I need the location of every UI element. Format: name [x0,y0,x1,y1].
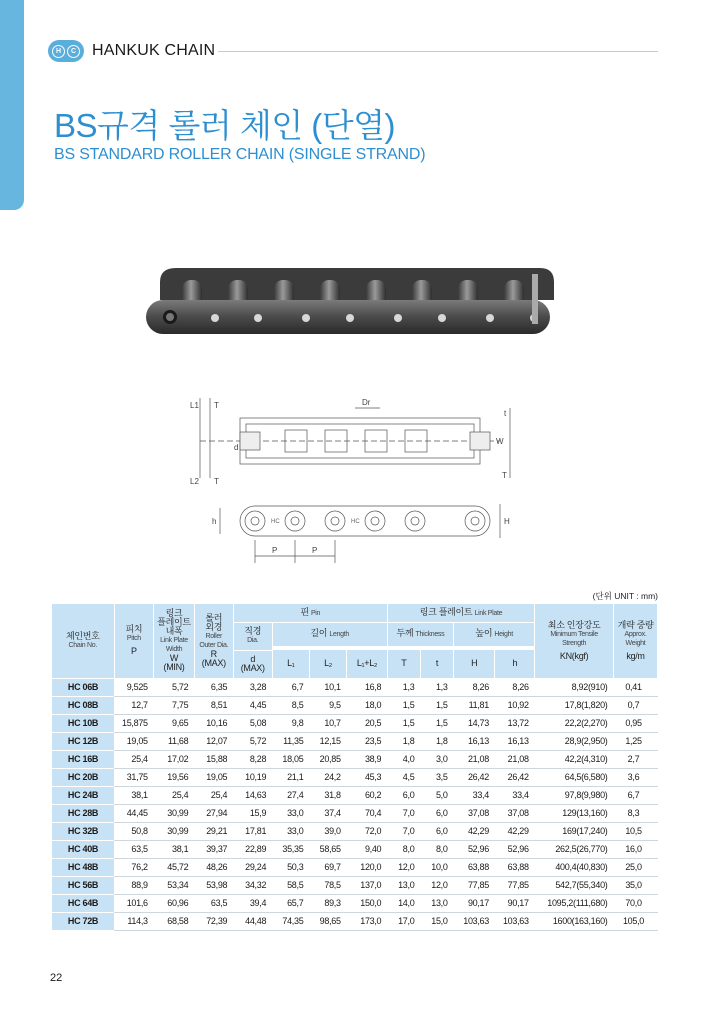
table-cell: 16,8 [347,678,388,696]
group-length: 길이 Length [272,622,387,646]
table-cell: 39,0 [309,822,346,840]
table-cell: 31,75 [114,768,154,786]
table-cell: 4,0 [387,750,420,768]
table-cell: 14,63 [233,786,272,804]
table-cell: 120,0 [347,858,388,876]
table-cell: 24,2 [309,768,346,786]
table-cell: 6,35 [194,678,233,696]
col-t: t [420,650,453,678]
table-cell: 69,7 [309,858,346,876]
table-cell: 64,5(6,580) [535,768,614,786]
table-row [52,876,658,894]
table-cell: 31,8 [309,786,346,804]
plate-mark-1: HC [271,519,280,525]
table-cell: 14,73 [454,714,495,732]
chain-no-cell: HC 56B [52,876,114,894]
end-pin [532,274,538,324]
table-cell: 1,3 [387,678,420,696]
table-cell: 1,5 [420,714,453,732]
table-row [52,858,658,876]
table-cell: 8,0 [387,840,420,858]
table-cell: 10,1 [309,678,346,696]
table-cell: 78,5 [309,876,346,894]
table-cell: 150,0 [347,894,388,912]
table-cell: 70,4 [347,804,388,822]
table-cell: 26,42 [495,768,535,786]
table-cell: 10,19 [233,768,272,786]
table-cell: 6,7 [613,786,657,804]
table-cell: 12,0 [387,858,420,876]
col-roller: 롤러 외경 Roller Outer Dia. R (MAX) [194,604,233,678]
group-pin: 핀 Pin [233,604,387,622]
col-l1l2: L₁+L₂ [347,650,388,678]
table-cell: 4,45 [233,696,272,714]
table-cell: 77,85 [454,876,495,894]
table-cell: 72,0 [347,822,388,840]
table-cell: 8,26 [495,678,535,696]
label-w: W [496,437,504,446]
table-cell: 8,92(910) [535,678,614,696]
table-cell: 10,16 [194,714,233,732]
table-cell: 77,85 [495,876,535,894]
table-cell: 34,32 [233,876,272,894]
label-h: h [212,517,217,526]
table-cell: 15,9 [233,804,272,822]
table-cell: 21,08 [495,750,535,768]
table-cell: 60,96 [154,894,195,912]
col-T: T [387,650,420,678]
table-cell: 12,7 [114,696,154,714]
label-T-top: T [214,401,219,410]
table-cell: 42,29 [495,822,535,840]
chain-no-cell: HC 72B [52,912,114,930]
table-cell: 11,35 [272,732,309,750]
table-cell: 70,0 [613,894,657,912]
table-cell: 90,17 [495,894,535,912]
table-cell: 8,5 [272,696,309,714]
table-cell: 19,05 [194,768,233,786]
table-cell: 20,5 [347,714,388,732]
table-cell: 13,0 [420,894,453,912]
label-p1: P [272,546,278,555]
table-cell: 6,0 [420,822,453,840]
table-cell: 44,48 [233,912,272,930]
table-cell: 103,63 [454,912,495,930]
table-cell: 6,0 [387,786,420,804]
table-cell: 11,68 [154,732,195,750]
table-cell: 30,99 [154,822,195,840]
table-cell: 169(17,240) [535,822,614,840]
table-cell: 97,8(9,980) [535,786,614,804]
table-cell: 12,07 [194,732,233,750]
table-cell: 6,7 [272,678,309,696]
chain-no-cell: HC 08B [52,696,114,714]
chain-no-cell: HC 28B [52,804,114,822]
table-cell: 7,75 [154,696,195,714]
table-cell: 29,24 [233,858,272,876]
table-cell: 3,6 [613,768,657,786]
table-cell: 262,5(26,770) [535,840,614,858]
table-cell: 400,4(40,830) [535,858,614,876]
plate-mark-2: HC [351,519,360,525]
table-cell: 48,26 [194,858,233,876]
table-row [52,678,658,696]
technical-drawing [180,388,520,568]
table-cell: 12,0 [420,876,453,894]
table-cell: 26,42 [454,768,495,786]
table-cell: 45,3 [347,768,388,786]
table-row [52,750,658,768]
table-cell: 17,0 [387,912,420,930]
table-cell: 8,51 [194,696,233,714]
table-cell: 28,9(2,950) [535,732,614,750]
table-cell: 53,34 [154,876,195,894]
table-cell: 1,5 [387,696,420,714]
col-l2: L₂ [309,650,346,678]
table-cell: 42,2(4,310) [535,750,614,768]
table-cell: 12,15 [309,732,346,750]
table-cell: 65,7 [272,894,309,912]
table-cell: 2,7 [613,750,657,768]
table-cell: 1095,2(111,680) [535,894,614,912]
table-cell: 42,29 [454,822,495,840]
table-cell: 15,88 [194,750,233,768]
table-cell: 45,72 [154,858,195,876]
chain-no-cell: HC 64B [52,894,114,912]
table-cell: 23,5 [347,732,388,750]
table-cell: 29,21 [194,822,233,840]
table-cell: 15,0 [420,912,453,930]
table-cell: 33,0 [272,822,309,840]
table-cell: 25,0 [613,858,657,876]
col-chain-no: 체인번호 Chain No. [52,604,114,678]
col-width: 링크 플레이트 내폭 Link Plate Width W (MIN) [154,604,195,678]
table-cell: 1,5 [420,696,453,714]
table-cell: 16,0 [613,840,657,858]
table-cell: 1600(163,160) [535,912,614,930]
table-cell: 27,4 [272,786,309,804]
table-cell: 19,05 [114,732,154,750]
table-cell: 37,08 [495,804,535,822]
table-cell: 11,81 [454,696,495,714]
table-cell: 38,9 [347,750,388,768]
label-T-bottom: T [214,477,219,486]
table-cell: 89,3 [309,894,346,912]
chain-no-cell: HC 06B [52,678,114,696]
table-cell: 63,5 [194,894,233,912]
chain-no-cell: HC 48B [52,858,114,876]
table-cell: 137,0 [347,876,388,894]
table-row [52,822,658,840]
table-cell: 105,0 [613,912,657,930]
table-cell: 20,85 [309,750,346,768]
table-cell: 17,8(1,820) [535,696,614,714]
label-p2: P [312,546,318,555]
table-cell: 114,3 [114,912,154,930]
page-title-english: BS STANDARD ROLLER CHAIN (SINGLE STRAND) [54,146,426,163]
table-cell: 10,7 [309,714,346,732]
table-cell: 98,65 [309,912,346,930]
table-cell: 21,08 [454,750,495,768]
label-H: H [504,517,510,526]
chain-no-cell: HC 32B [52,822,114,840]
table-cell: 50,3 [272,858,309,876]
label-l1: L1 [190,401,199,410]
table-cell: 9,8 [272,714,309,732]
chain-no-cell: HC 20B [52,768,114,786]
group-height: 높이 Height [454,622,535,646]
table-cell: 1,8 [387,732,420,750]
table-cell: 50,8 [114,822,154,840]
table-cell: 8,0 [420,840,453,858]
table-cell: 7,0 [387,822,420,840]
logo-h: H [52,45,65,58]
table-row [52,840,658,858]
table-cell: 37,4 [309,804,346,822]
table-cell: 68,58 [154,912,195,930]
page-number: 22 [50,972,63,984]
table-cell: 7,0 [387,804,420,822]
table-cell: 3,0 [420,750,453,768]
table-cell: 53,98 [194,876,233,894]
label-d: d [234,443,239,452]
logo-c: C [67,45,80,58]
table-row [52,714,658,732]
table-cell: 9,525 [114,678,154,696]
table-cell: 1,3 [420,678,453,696]
chain-no-cell: HC 10B [52,714,114,732]
table-row [52,786,658,804]
table-cell: 5,72 [233,732,272,750]
table-cell: 9,65 [154,714,195,732]
table-cell: 8,26 [454,678,495,696]
table-row [52,732,658,750]
table-cell: 8,28 [233,750,272,768]
table-cell: 60,2 [347,786,388,804]
table-cell: 10,5 [613,822,657,840]
table-cell: 103,63 [495,912,535,930]
table-cell: 63,88 [495,858,535,876]
table-cell: 35,0 [613,876,657,894]
col-H: H [454,650,495,678]
table-cell: 18,05 [272,750,309,768]
table-cell: 3,5 [420,768,453,786]
table-row [52,696,658,714]
table-cell: 52,96 [495,840,535,858]
table-cell: 17,02 [154,750,195,768]
table-cell: 15,875 [114,714,154,732]
table-cell: 5,08 [233,714,272,732]
col-l1: L₁ [272,650,309,678]
table-cell: 542,7(55,340) [535,876,614,894]
table-cell: 90,17 [454,894,495,912]
table-cell: 1,5 [387,714,420,732]
col-h: h [495,650,535,678]
table-cell: 63,5 [114,840,154,858]
col-pitch: 피치 Pitch P [114,604,154,678]
table-cell: 39,4 [233,894,272,912]
table-cell: 173,0 [347,912,388,930]
table-cell: 13,0 [387,876,420,894]
table-cell: 25,4 [194,786,233,804]
chain-no-cell: HC 40B [52,840,114,858]
hc-logo-icon [48,40,84,62]
table-cell: 129(13,160) [535,804,614,822]
table-row [52,804,658,822]
table-cell: 4,5 [387,768,420,786]
spec-table [52,604,658,931]
table-cell: 27,94 [194,804,233,822]
table-cell: 13,72 [495,714,535,732]
chain-no-cell: HC 24B [52,786,114,804]
table-cell: 9,5 [309,696,346,714]
table-cell: 0,41 [613,678,657,696]
table-cell: 30,99 [154,804,195,822]
table-cell: 44,45 [114,804,154,822]
chain-photo [140,252,570,352]
table-cell: 37,08 [454,804,495,822]
table-cell: 1,25 [613,732,657,750]
table-cell: 38,1 [114,786,154,804]
table-cell: 18,0 [347,696,388,714]
side-tab [0,0,24,210]
table-cell: 25,4 [114,750,154,768]
table-cell: 9,40 [347,840,388,858]
table-cell: 0,95 [613,714,657,732]
table-cell: 88,9 [114,876,154,894]
top-view [200,398,510,478]
table-cell: 10,0 [420,858,453,876]
table-row [52,768,658,786]
table-cell: 58,65 [309,840,346,858]
table-cell: 33,4 [454,786,495,804]
table-cell: 10,92 [495,696,535,714]
table-cell: 14,0 [387,894,420,912]
group-thickness: 두께 Thickness [387,622,453,646]
table-cell: 74,35 [272,912,309,930]
table-cell: 3,28 [233,678,272,696]
label-t-right2: T [502,471,507,480]
table-cell: 8,3 [613,804,657,822]
table-cell: 33,4 [495,786,535,804]
header-divider [218,51,658,52]
unit-note: (단위 UNIT : mm) [592,591,658,601]
table-cell: 5,0 [420,786,453,804]
table-cell: 58,5 [272,876,309,894]
table-cell: 16,13 [454,732,495,750]
table-row [52,894,658,912]
col-weight: 개략 중량 Approx. Weight kg/m [613,604,657,678]
table-cell: 1,8 [420,732,453,750]
label-t-right: t [504,409,507,418]
table-cell: 39,37 [194,840,233,858]
table-cell: 38,1 [154,840,195,858]
table-cell: 6,0 [420,804,453,822]
table-cell: 35,35 [272,840,309,858]
col-pin-dia: 직경 Dia. [233,622,272,650]
table-cell: 5,72 [154,678,195,696]
group-link-plate: 링크 플레이트 Link Plate [387,604,534,622]
table-cell: 63,88 [454,858,495,876]
back-plate [160,268,554,300]
table-cell: 19,56 [154,768,195,786]
table-cell: 16,13 [495,732,535,750]
table-cell: 72,39 [194,912,233,930]
col-tensile: 최소 인장강도 Minimum Tensile Strength KN(kgf) [535,604,614,678]
brand-header [48,40,215,62]
table-cell: 25,4 [154,786,195,804]
chain-no-cell: HC 16B [52,750,114,768]
label-dr: Dr [362,398,371,407]
table-cell: 0,7 [613,696,657,714]
table-cell: 101,6 [114,894,154,912]
page-title-korean: BS규격 롤러 체인 (단열) [54,107,396,144]
table-row [52,912,658,930]
table-cell: 21,1 [272,768,309,786]
table-cell: 76,2 [114,858,154,876]
label-l2: L2 [190,477,199,486]
table-cell: 17,81 [233,822,272,840]
col-d: d (MAX) [233,650,272,678]
side-view [220,504,500,563]
chain-no-cell: HC 12B [52,732,114,750]
table-cell: 22,89 [233,840,272,858]
table-cell: 52,96 [454,840,495,858]
brand-name: HANKUK CHAIN [92,42,216,59]
table-cell: 22,2(2,270) [535,714,614,732]
table-cell: 33,0 [272,804,309,822]
